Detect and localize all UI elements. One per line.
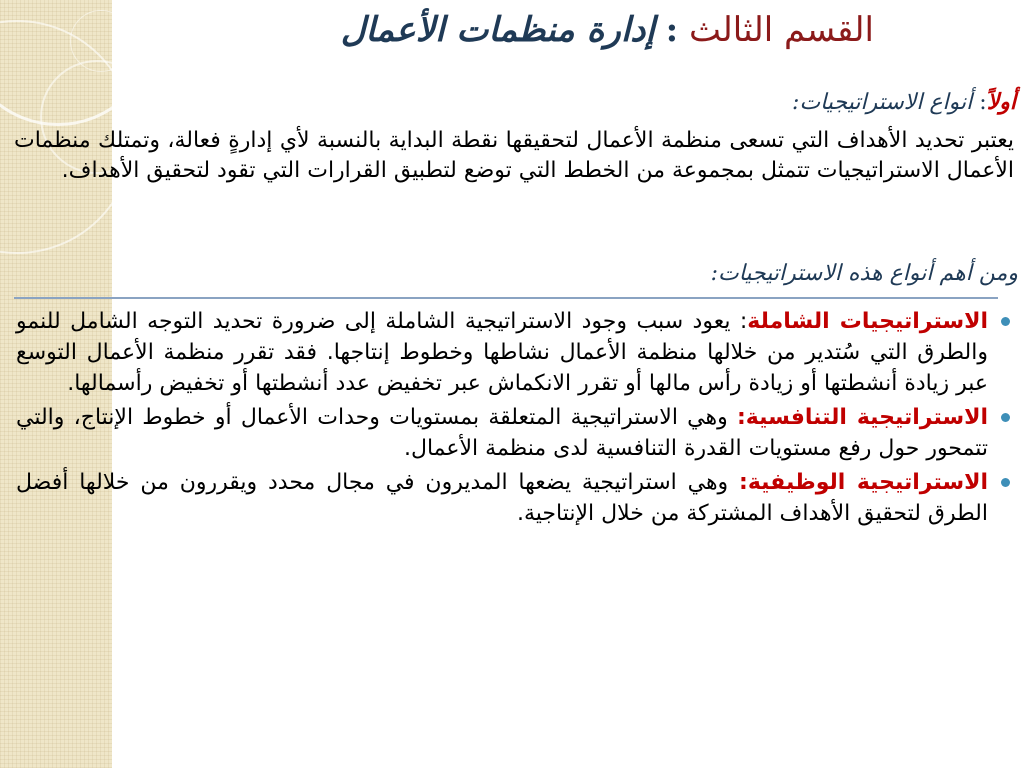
title-section: القسم الثالث — [689, 10, 874, 50]
bullet-term: الاستراتيجيات الشاملة — [747, 309, 988, 334]
title-subtitle: إدارة منظمات الأعمال — [340, 10, 655, 50]
slide-title — [114, 4, 874, 56]
bullet-text: : يعود سبب وجود الاستراتيجية الشاملة إلى ضرورة تحديد التوجه الشامل للنمو والطرق التي سُتدير من خلالها منظمة الأعمال نشاطها وخطوط إنتاجها. فقد تقرر منظمة الأعمال التوسع عبر زيادة أنشطتها أو زيادة رأس مالها أو تقرر الانكماش عبر تخفيض عدد أنشطتها أو تخفيض رأسمالها. — [16, 309, 988, 396]
subheading-underline — [14, 297, 998, 299]
heading-ordinal-label: أولاً — [986, 89, 1016, 115]
list-item-comprehensive-strategy — [16, 306, 1014, 399]
bullet-text: وهي استراتيجية يضعها المديرون في مجال محدد ويقررون من خلالها أفضل الطرق لتحقيق الأهداف المشتركة من خلال الإنتاجية. — [16, 470, 988, 526]
section-heading-types — [792, 84, 1016, 121]
bullet-icon — [1001, 413, 1010, 422]
strategy-types-list — [16, 306, 1014, 532]
bullet-text: وهي الاستراتيجية المتعلقة بمستويات وحدات الأعمال أو خطوط الإنتاج، والتي تتمحور حول رفع مستويات القدرة التنافسية لدى منظمة الأعمال. — [16, 405, 988, 461]
subheading-important-types: ومن أهم أنواع هذه الاستراتيجيات: — [710, 261, 1018, 286]
bullet-term: الاستراتيجية التنافسية: — [736, 405, 988, 430]
bullet-icon — [1001, 317, 1010, 326]
list-item-competitive-strategy — [16, 402, 1014, 464]
bullet-icon — [1001, 478, 1010, 487]
title-colon: : — [665, 10, 679, 50]
heading-colon: : — [979, 90, 987, 115]
bullet-term: الاستراتيجية الوظيفية: — [739, 470, 989, 495]
heading-text: أنواع الاستراتيجيات: — [792, 90, 973, 115]
list-item-functional-strategy — [16, 467, 1014, 529]
intro-paragraph: يعتبر تحديد الأهداف التي تسعى منظمة الأعمال لتحقيقها نقطة البداية بالنسبة لأي إدارةٍ فعالة، وتمتلك منظمات الأعمال الاستراتيجيات تتمثل بمجموعة من الخطط التي توضع لتطبيق القرارات التي تقود لتحقيق الأهداف. — [14, 128, 1014, 183]
